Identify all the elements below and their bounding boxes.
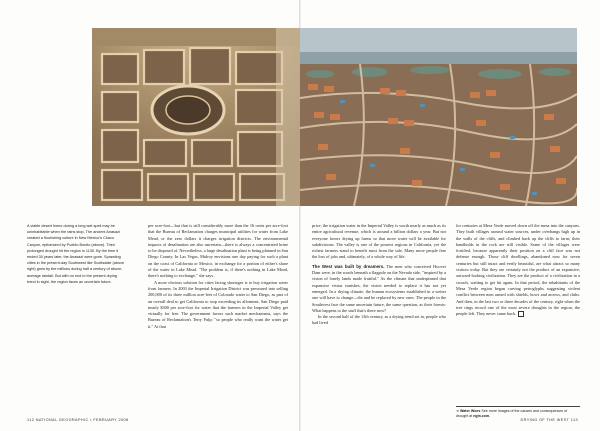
arrow-right-icon: ➜ <box>456 409 460 413</box>
folio-left: 112 NATIONAL GEOGRAPHIC • FEBRUARY 2008 <box>27 418 129 422</box>
column-2-paragraph-2 <box>312 264 446 314</box>
end-of-story-mark <box>518 311 524 317</box>
folio-right: DRYING OF THE WEST 113 <box>520 418 578 422</box>
paragraph-text: A more obvious solution for cities facing shortages is to buy irrigation water from farmers. In 2003 the Imperial Irrigation District was pressured into selling 200,000 of its three million acre-feet of Colorado water to San Diego, as part of an overall deal to get California to stop exceeding its allotment. San Diego paid nearly $300 per acre-foot for water that the farmers in the Imperial Valley get virtually for free. The government favors such market mechanisms, says the Bureau of Reclamation's Terry Fulp; "so people who really want the water get it." At that <box>148 279 288 329</box>
column-2-paragraph-1 <box>312 223 446 261</box>
article-column-3 <box>456 223 580 317</box>
sidebar-link[interactable]: ngm.com. <box>473 414 491 418</box>
paragraph-text: for centuries at Mesa Verde moved down off the mesa into the canyons. They built villages around water sources, under overhangs high up in the walls of the cliffs, and climbed back up the cliffs to farm; their handholds in the rock are still visible. Some of the villages were fortified, because apparently their position on a cliff face was not defense enough. Those cliff dwellings, abandoned now for seven centuries but still intact and eerily beautiful, are what attract so many visitors today. But they are certainly not the product of an expansive, outward-looking civilization. They are the product of a civilization in a crouch, waiting to get hit again. In that period, the inhabitants of the Mesa Verde region began carving petroglyphs suggesting violent conflict between men armed with shields, bows and arrows, and clubs. And then, in the last two or three decades of the century, right when the tree rings record one of the most severe droughts in the region, the people left. They never came back. <box>456 223 580 317</box>
article-column-2 <box>312 223 446 327</box>
photo-caption: A viable desert home during a long wet spell may be uninhabitable when the rains stop. The ancient Anasazi created a flourishing culture in New Mexico's Chaco Canyon, epitomized by Pueblo Bonito (above). Then prolonged drought hit the region in 1130. By the time it ended 30 years later, the Anasazi were gone. Sprawling cities in the present-day Southwest like Scottsdale (above right) grew by the millions during half a century of above-average rainfall. But with no end to the present drying trend in sight, the region faces an uncertain future. <box>27 224 125 284</box>
scottsdale-aerial-image <box>300 28 577 206</box>
column-2-paragraph-3 <box>312 314 446 327</box>
paragraph-text: The men who conceived Hoover Dam were, in the words beneath a flagpole on the Nevada side, "inspired by a vision of lonely lands made fruitful." As the climate that underpinned that expansive vision vanishes, the vision needed to replace it has not yet emerged. In a drying climate, the human ecosystems established in a wetter one will have to change—die and be replaced by new ones. The people in the Southwest face the same uncertain future, the same question, as their forests: What happens to the stuff that's there now? <box>312 263 447 313</box>
article-column-1 <box>148 223 288 330</box>
pueblo-bonito-image <box>92 28 300 206</box>
section-lead-in: The West was built by dreamers. <box>312 263 385 269</box>
paragraph-text: price, the irrigation water in the Imperial Valley is worth nearly as much as its entire agricultural revenue, which is around a billion dollars a year. But not everyone favors drying up farms so that more water will be available for subdivisions. The valley is one of the poorest regions in California, yet the richest farmers stand to benefit most from the sale. Many more people fear the loss of jobs and, ultimately, of a whole way of life. <box>312 223 446 260</box>
sidebar-text: See more images of the causes and consequences of drought at <box>456 409 568 418</box>
pueblo-bonito-photo <box>92 28 300 206</box>
scottsdale-aerial-photo <box>300 28 577 206</box>
column-1-paragraph-2 <box>148 280 288 330</box>
column-1-paragraph-1 <box>148 223 288 280</box>
sidebar-heading: Water Woes <box>460 409 481 413</box>
paragraph-text: In the second half of the 13th century, as a drying trend set in, people who had lived <box>312 314 446 326</box>
paragraph-text: per acre-foot—but that is still considerably more than the 16 cents per acre-foot that the Bureau of Reclamation charges municipal utilities for water from Lake Mead, or the zero dollars it charges irrigation districts. The environmental impacts of desalination are also uncertain—there is always a concentrated brine to be disposed of. Nevertheless, a large desalination plant is being planned in San Diego County. In Las Vegas, Mulroy envisions one day paying for such a plant on the coast of California or Mexico, in exchange for a portion of either's share of the water in Lake Mead. "The problem is, if there's nothing in Lake Mead, there's nothing to exchange," she says. <box>148 223 288 279</box>
column-3-paragraph-1 <box>456 223 580 317</box>
